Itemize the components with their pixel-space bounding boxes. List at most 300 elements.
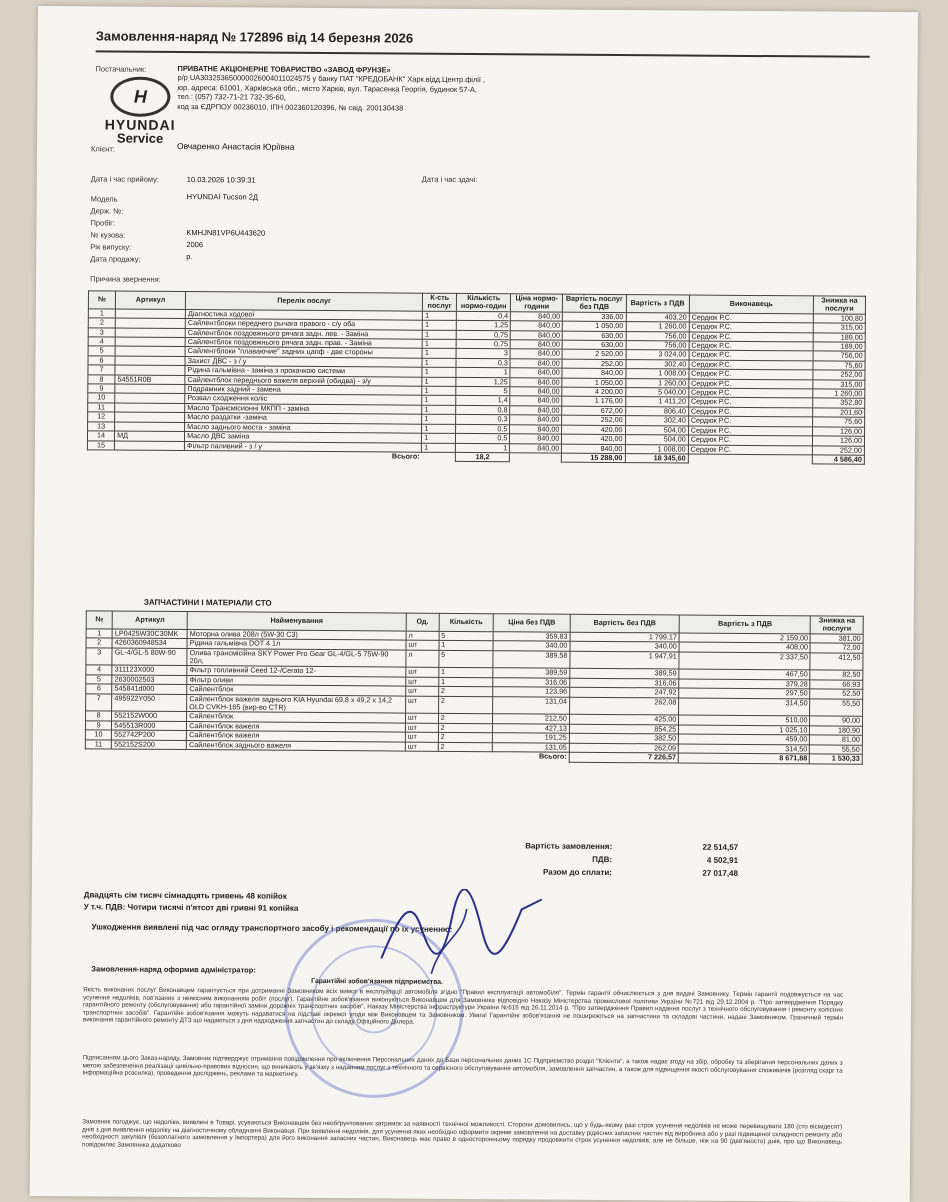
table-cell: 840,00 bbox=[510, 406, 562, 416]
table-cell: Сайлентблоки "плаваючие" задних цапф - две стороны bbox=[185, 347, 422, 358]
table-cell: Діагностика ходової bbox=[185, 309, 422, 320]
table-cell: 389,59 bbox=[570, 669, 679, 679]
received-label: Дата і час прийому: bbox=[90, 174, 160, 184]
table-cell: 840,00 bbox=[510, 415, 562, 425]
table-cell: 1 bbox=[86, 629, 112, 639]
vat-label: ПДВ: bbox=[592, 854, 613, 865]
table-cell: 4 bbox=[88, 337, 115, 347]
table-cell: 403,20 bbox=[626, 312, 689, 322]
table-cell: 840,00 bbox=[510, 396, 562, 406]
table-cell: 252,00 bbox=[562, 415, 625, 425]
vin-label: № кузова: bbox=[90, 230, 126, 240]
table-cell: 201,60 bbox=[813, 408, 865, 418]
table-cell: 126,00 bbox=[812, 436, 864, 446]
table-cell: 467,50 bbox=[679, 669, 810, 679]
hyundai-h-icon: H bbox=[110, 77, 170, 117]
supplier-block bbox=[177, 64, 737, 115]
table-cell: 545841d000 bbox=[112, 684, 187, 694]
table-cell: 510,00 bbox=[679, 715, 810, 725]
warranty-title: Гарантійні зобов'язання підприємства. bbox=[311, 977, 443, 986]
table-cell: 90,00 bbox=[810, 716, 863, 726]
table-cell: 297,50 bbox=[679, 688, 810, 698]
table-cell: 2 bbox=[86, 638, 112, 648]
hyundai-service-logo bbox=[95, 76, 185, 146]
table-cell bbox=[115, 337, 185, 347]
amount-in-words: Двадцять сім тисяч сімнадцять гривень 48 копійок bbox=[83, 890, 287, 901]
table-cell: 252,00 bbox=[562, 359, 625, 369]
supplier-line: код за ЄДРПОУ 00236010, ІПН 002360120396, № свід. 200130438 bbox=[177, 101, 404, 113]
table-cell bbox=[115, 394, 185, 404]
table-cell: МД bbox=[115, 431, 185, 441]
table-cell: 82,50 bbox=[810, 670, 863, 680]
table-cell: 55,50 bbox=[810, 699, 863, 717]
table-cell: Сердюк Р.С. bbox=[688, 435, 812, 445]
table-cell: 2 159,00 bbox=[679, 633, 810, 643]
table-cell: 340,00 bbox=[570, 641, 679, 651]
table-cell: 504,00 bbox=[625, 435, 688, 445]
col-header: Найменування bbox=[187, 612, 406, 631]
table-cell: Масло Трансмісионні МКПП - заміна bbox=[185, 403, 422, 414]
table-cell: шт bbox=[405, 696, 438, 714]
issued-label: Замовлення-наряд оформив адміністратор: bbox=[91, 964, 256, 975]
table-cell: 3 bbox=[86, 647, 112, 665]
total-net: 15 288,00 bbox=[562, 453, 625, 463]
col-header: Ціна нормо-години bbox=[511, 294, 563, 312]
col-header: Артикул bbox=[112, 611, 187, 629]
order-document bbox=[30, 6, 918, 1202]
table-cell: 8 bbox=[88, 375, 115, 385]
table-cell: Сердюк Р.С. bbox=[688, 407, 812, 417]
received-value: 10.03.2026 10:39:31 bbox=[186, 175, 256, 185]
table-cell: 672,00 bbox=[562, 406, 625, 416]
table-cell: 756,00 bbox=[813, 351, 865, 361]
table-cell: 72,00 bbox=[810, 643, 863, 653]
table-cell: GL-4/GL-5 80W-90 bbox=[112, 648, 187, 666]
table-cell: шт bbox=[406, 640, 439, 650]
table-cell: 52,50 bbox=[810, 689, 863, 699]
table-cell bbox=[115, 403, 185, 413]
table-cell: 131,05 bbox=[493, 742, 570, 752]
total-discount: 4 586,40 bbox=[812, 455, 864, 465]
table-cell: 5 bbox=[439, 631, 494, 641]
table-cell: 8 bbox=[86, 711, 112, 721]
table-cell: 0,3 bbox=[456, 415, 510, 425]
table-cell: 1 bbox=[422, 339, 456, 349]
table-cell: 1 bbox=[438, 677, 493, 687]
table-cell: 756,00 bbox=[626, 341, 689, 351]
col-header: Вартість з ПДВ bbox=[679, 615, 810, 634]
grand-total-label: Разом до сплати: bbox=[542, 867, 612, 878]
col-header: Вартість послуг без ПДВ bbox=[563, 294, 626, 312]
warranty-text: Якість виконаних послуг Виконавцем гарантується при дотриманні Замовником всіх вимог в експлуатації автомобіля згідно "Правил експлуатації автомобіля". Термін гарантії обчислюється з дня видачі Замовнику. Термін гарантії подовжується на час усунення недоліків, пов'язаних з неякісним виконанням робіт (послуг). Гарантійне зобов'язання виконуються Виконавцем для Замовника відповідно Наказу Міністерства промислової політики України №721 від 29.12.2004 р. "Про затвердження Порядку гарантійного ремонту (обслуговування) або гарантійної заміни дорожніх транспортних засобів", Наказу Міністерства інфраструктури України №615 від 26.11.2014 р. "Про затвердження Правил надання послуг з технічного обслуговування і ремонту колісних транспортних засобів". Гарантійні зобов'язання можуть надаватися на підставі окремої угоди між Виконавцем та Замовником. Увага! Гарантійні зобов'язання не поширюються на запчастини та складові частини, надані Замовником. Граничний термін виконання гарантійного ремонту ДТЗ що надаються з дня надходження запчастин до складу Офіційного Дилера. bbox=[82, 986, 844, 1027]
table-cell: Фільтр оливи bbox=[187, 675, 406, 686]
table-cell bbox=[115, 318, 185, 328]
table-cell: 840,00 bbox=[562, 368, 625, 378]
table-cell: 2 bbox=[438, 696, 493, 714]
table-cell bbox=[115, 412, 185, 422]
table-cell: шт bbox=[405, 714, 438, 724]
table-cell: 316,06 bbox=[493, 678, 570, 688]
table-cell: 3 bbox=[88, 327, 115, 337]
handwritten-signature bbox=[371, 888, 552, 979]
table-cell: 1 008,00 bbox=[625, 444, 688, 454]
table-cell: 75,60 bbox=[813, 417, 865, 427]
table-cell: 4 bbox=[86, 665, 112, 675]
model-value: HYUNDAI Tucson 2Д bbox=[186, 192, 259, 202]
table-cell: 552152S200 bbox=[112, 740, 187, 750]
consent-text: Підписанням цього Заказ-наряду, Замовник підтверджує отримання повідомлення про включення Персональних даних до Бази персональних даних 1С Підприємство розділ "Клієнти", а також надає згоду на збір, обробку та зберігання персональних даних з метою забезпечення реалізації цивільно-правових відносин, що виникають у зв'язку з наданням послуг з технічного та сервісного обслуговування автомобіля, замовлення запчастин, а також для підвищення якості обслуговування споживачів (розгляд скарг та інформаційна розсилка), проведення досліджень, реклами та маркетингу. bbox=[82, 1054, 843, 1079]
table-cell: Сердюк Р.С. bbox=[689, 379, 813, 389]
table-cell: 1 bbox=[456, 368, 510, 378]
table-cell: 427,13 bbox=[493, 724, 570, 734]
total-gross: 8 671,88 bbox=[678, 753, 809, 763]
table-cell: л bbox=[406, 650, 439, 668]
table-cell: 389,59 bbox=[493, 668, 570, 678]
table-cell: Сердюк Р.С. bbox=[689, 360, 813, 370]
table-cell: Сердюк Р.С. bbox=[688, 416, 812, 426]
table-cell bbox=[115, 346, 185, 356]
total-label: Всього: bbox=[538, 751, 567, 761]
table-cell: шт bbox=[406, 677, 439, 687]
table-cell: 302,40 bbox=[625, 359, 688, 369]
parts-table bbox=[85, 610, 864, 764]
table-cell: 2630002503 bbox=[112, 675, 187, 685]
table-cell: Масло ДВС заміна bbox=[185, 432, 422, 443]
table-cell: 2 bbox=[88, 318, 115, 328]
table-cell: 1 bbox=[422, 414, 456, 424]
col-header: Знижка на послуги bbox=[811, 616, 864, 634]
table-cell: 75,60 bbox=[813, 361, 865, 371]
year-label: Рік випуску: bbox=[90, 242, 132, 252]
table-cell: Сердюк Р.С. bbox=[689, 388, 813, 398]
table-cell: 55,50 bbox=[810, 745, 863, 755]
table-cell: 1 008,00 bbox=[625, 369, 688, 379]
table-cell: 840,00 bbox=[510, 368, 562, 378]
table-cell: 840,00 bbox=[511, 321, 563, 331]
year-value: 2006 bbox=[186, 240, 204, 250]
table-cell: 3 024,00 bbox=[626, 350, 689, 360]
table-cell bbox=[115, 309, 185, 319]
table-cell: Сайлентблок важеля заднього KIA Hyundai 69,8 x 49,2 x 14,2 OLD CVKH-165 (вир-во CTR) bbox=[187, 694, 406, 713]
sale-label: Дата продажу: bbox=[90, 254, 141, 264]
table-cell: 2 337,50 bbox=[679, 652, 810, 671]
table-cell: 2 bbox=[438, 714, 493, 724]
table-cell: Розвал сходження коліс bbox=[185, 394, 422, 405]
table-cell: 0,5 bbox=[456, 434, 510, 444]
table-cell: Фільтр паливний - з / у bbox=[185, 441, 422, 452]
handover-label: Дата і час здачі: bbox=[421, 174, 478, 185]
table-cell: Сайлентблок важеля bbox=[187, 731, 406, 742]
table-cell: 54551R0B bbox=[115, 375, 185, 385]
col-header: Кількість bbox=[439, 613, 494, 631]
table-cell: Сайлентблок bbox=[187, 712, 406, 723]
table-cell: л bbox=[406, 631, 439, 641]
table-cell: 1 bbox=[423, 311, 457, 321]
table-cell: 191,25 bbox=[493, 733, 570, 743]
table-cell: 123,96 bbox=[493, 687, 570, 697]
table-cell: Захист ДВС - з / у bbox=[185, 356, 422, 367]
table-cell: 1,4 bbox=[456, 396, 510, 406]
table-cell: 1 bbox=[423, 320, 457, 330]
table-cell: 340,00 bbox=[493, 641, 570, 651]
table-cell: Подрамник задний - замена bbox=[185, 385, 422, 396]
table-cell: 420,00 bbox=[562, 434, 625, 444]
table-cell: 10 bbox=[88, 393, 115, 403]
table-cell: Масло заднього моста - заміна bbox=[185, 422, 422, 433]
parts-section-title: ЗАПЧАСТИНИ І МАТЕРІАЛИ СТО bbox=[143, 597, 272, 608]
supplier-line: р/р UA303253650000026004011024575 у банку ПАТ "КРЕДОБАНК" Харк.відд.Центр.філії , bbox=[177, 73, 486, 85]
table-cell: 408,00 bbox=[679, 642, 810, 652]
table-cell: 630,00 bbox=[562, 340, 625, 350]
table-cell: 262,09 bbox=[569, 743, 678, 753]
col-header: Вартість без ПДВ bbox=[570, 614, 679, 633]
table-cell: 420,00 bbox=[562, 425, 625, 435]
table-cell: Моторна олива 208л (5W-30 C3) bbox=[187, 629, 406, 640]
table-cell: 459,00 bbox=[679, 734, 810, 744]
table-cell bbox=[115, 328, 185, 338]
table-cell: 1 799,17 bbox=[570, 632, 679, 642]
col-header: Артикул bbox=[115, 291, 185, 309]
col-header: Перелік послуг bbox=[185, 292, 422, 311]
table-cell: 336,00 bbox=[563, 312, 626, 322]
table-cell: 6 bbox=[88, 356, 115, 366]
table-cell: 311123X000 bbox=[112, 665, 187, 675]
table-cell: 1 bbox=[422, 377, 456, 387]
table-cell: 252,00 bbox=[813, 370, 865, 380]
table-cell: 840,00 bbox=[510, 434, 562, 444]
logo-sub: Service bbox=[116, 130, 164, 146]
table-cell: LP0425W30C30MK bbox=[112, 629, 187, 639]
table-cell bbox=[115, 384, 185, 394]
defects-label: Ушкодження виявлені під час огляду транспортного засобу і рекомендації по їх усуненню: bbox=[91, 922, 453, 934]
grand-total-value: 27 017,48 bbox=[702, 868, 738, 878]
table-cell: Сайлентблоки переднего рычага правого - с/у оба bbox=[185, 319, 422, 330]
table-cell: Рідина гальмівна - заміна з прокачкою системи bbox=[185, 366, 422, 377]
table-cell: 66,93 bbox=[810, 680, 863, 690]
table-cell: 302,40 bbox=[625, 416, 688, 426]
table-cell: 840,00 bbox=[510, 387, 562, 397]
table-cell: 1 bbox=[439, 641, 494, 651]
col-header: Од. bbox=[406, 613, 439, 631]
table-cell: шт bbox=[405, 742, 438, 752]
table-cell: Сайлентблок bbox=[187, 685, 406, 696]
table-cell: 315,00 bbox=[813, 380, 865, 390]
client-label: Клієнт: bbox=[90, 144, 115, 154]
table-cell: шт bbox=[406, 686, 439, 696]
sale-value: р. bbox=[186, 252, 193, 262]
table-cell: 840,00 bbox=[510, 359, 562, 369]
table-cell: 756,00 bbox=[626, 331, 689, 341]
table-cell: 352,80 bbox=[813, 398, 865, 408]
table-cell: 1,25 bbox=[456, 377, 510, 387]
table-cell: 252,00 bbox=[812, 445, 864, 455]
table-cell: Сайлентблок важеля bbox=[187, 721, 406, 732]
table-cell: 840,00 bbox=[510, 340, 562, 350]
table-cell: 552742P200 bbox=[112, 730, 187, 740]
table-cell: 2 bbox=[438, 742, 493, 752]
table-cell: 2 bbox=[438, 723, 493, 733]
table-cell: 840,00 bbox=[511, 312, 563, 322]
table-cell: 1 bbox=[438, 668, 493, 678]
table-cell: 504,00 bbox=[625, 425, 688, 435]
table-cell: 13 bbox=[88, 422, 115, 432]
vin-value: KMHJN81VP6U443620 bbox=[186, 228, 266, 238]
table-cell: 0,75 bbox=[456, 330, 510, 340]
table-cell: Фільтр топливний Ceed 12-/Cerato 12- bbox=[187, 666, 406, 677]
table-cell: 0,4 bbox=[456, 311, 510, 321]
table-cell: Сердюк Р.С. bbox=[689, 350, 813, 360]
table-cell: Масло раздатки -замiна bbox=[185, 413, 422, 424]
col-header: № bbox=[88, 291, 115, 309]
supplier-name: ПРИВАТНЕ АКЦІОНЕРНЕ ТОВАРИСТВО «ЗАВОД ФРУНЗЕ» bbox=[177, 63, 391, 75]
table-cell: 389,58 bbox=[493, 650, 570, 668]
table-cell: 5 bbox=[456, 386, 510, 396]
supplier-line: тел.: (057) 732-71-21 732-35-60, bbox=[177, 92, 286, 102]
table-cell: 314,50 bbox=[679, 744, 810, 754]
table-cell: 840,00 bbox=[510, 424, 562, 434]
table-cell: 1 260,00 bbox=[625, 378, 688, 388]
table-cell: 11 bbox=[88, 403, 115, 413]
col-header: К-сть послуг bbox=[423, 293, 457, 311]
table-cell: 247,92 bbox=[570, 687, 679, 697]
table-cell: 1,25 bbox=[456, 321, 510, 331]
table-cell: 1 260,00 bbox=[813, 389, 865, 399]
col-header: Виконавець bbox=[689, 295, 813, 314]
table-cell: 9 bbox=[88, 384, 115, 394]
table-cell: 2 bbox=[438, 733, 493, 743]
model-label: Модель bbox=[90, 194, 118, 204]
table-cell: 379,28 bbox=[679, 679, 810, 689]
table-cell: 1 bbox=[422, 443, 456, 453]
col-header: Вартість з ПДВ bbox=[626, 295, 689, 313]
table-cell: 0,3 bbox=[456, 358, 510, 368]
table-cell: 4 200,00 bbox=[562, 387, 625, 397]
table-cell: 382,50 bbox=[569, 734, 678, 744]
table-cell: 1 bbox=[422, 433, 456, 443]
services-table bbox=[87, 290, 866, 465]
table-cell: 316,06 bbox=[570, 678, 679, 688]
table-cell: 381,00 bbox=[811, 634, 864, 644]
table-cell: Сердюк Р.С. bbox=[689, 369, 813, 379]
table-cell: шт bbox=[406, 668, 439, 678]
table-cell: 2 520,00 bbox=[562, 350, 625, 360]
order-total-value: 22 514,57 bbox=[702, 842, 739, 852]
table-cell: 212,50 bbox=[493, 714, 570, 724]
table-cell: 854,25 bbox=[569, 724, 678, 734]
table-cell: 262,08 bbox=[569, 697, 678, 716]
table-cell: 840,00 bbox=[562, 444, 625, 454]
table-cell: 189,00 bbox=[813, 342, 865, 352]
table-cell: 840,00 bbox=[510, 377, 562, 387]
table-cell: 2 bbox=[438, 687, 493, 697]
table-cell: 1 bbox=[422, 330, 456, 340]
table-cell: 126,00 bbox=[812, 427, 864, 437]
table-cell: 15 bbox=[87, 440, 114, 450]
table-cell: 1 bbox=[422, 358, 456, 368]
total-discount: 1 530,33 bbox=[810, 754, 863, 764]
table-cell: 3 bbox=[456, 349, 510, 359]
col-header: № bbox=[86, 611, 112, 629]
table-cell: 314,50 bbox=[679, 698, 810, 717]
table-cell: 1 bbox=[88, 309, 115, 319]
document-title: Замовлення-наряд № 172896 від 14 березня 2026 bbox=[95, 28, 414, 46]
total-gross: 18 345,60 bbox=[625, 454, 688, 464]
title-divider bbox=[96, 50, 870, 57]
table-cell: 630,00 bbox=[562, 331, 625, 341]
table-cell: 0,75 bbox=[456, 339, 510, 349]
table-cell: Сердюк Р.С. bbox=[688, 445, 812, 455]
table-cell: 5 bbox=[439, 650, 494, 668]
table-cell: 180,90 bbox=[810, 726, 863, 736]
table-cell: 1 050,00 bbox=[563, 321, 626, 331]
table-cell: 1 bbox=[456, 443, 510, 453]
table-cell: 1 260,00 bbox=[626, 322, 689, 332]
table-cell: 5 040,00 bbox=[625, 388, 688, 398]
table-cell: 14 bbox=[87, 431, 114, 441]
table-cell: Рідина гальмівна DOT 4 1л bbox=[187, 639, 406, 650]
table-cell: 1 bbox=[422, 367, 456, 377]
col-header: Ціна без ПДВ bbox=[493, 614, 570, 632]
table-cell: 495922Y050 bbox=[112, 694, 187, 712]
plate-label: Держ. №: bbox=[90, 206, 124, 216]
table-cell: 7 bbox=[86, 694, 112, 712]
table-cell: 131,04 bbox=[493, 696, 570, 714]
col-header: Кількість нормо-годин bbox=[457, 293, 511, 311]
table-cell: 10 bbox=[85, 730, 111, 740]
table-cell: 12 bbox=[88, 412, 115, 422]
col-header: Знижка на послуги bbox=[813, 296, 865, 314]
table-cell: 1 bbox=[422, 396, 456, 406]
table-cell: Сердюк Р.С. bbox=[689, 322, 813, 332]
table-cell: 6 bbox=[86, 684, 112, 694]
table-cell: Сайлентблок переднього важеля верхній (обидва) - з/у bbox=[185, 375, 422, 386]
table-cell: 545513R000 bbox=[112, 721, 187, 731]
client-value: Овчаренко Анастасія Юріївна bbox=[176, 140, 295, 152]
table-cell: Сердюк Р.С. bbox=[688, 426, 812, 436]
reason-label: Причина звернення: bbox=[90, 274, 161, 284]
total-label: Всього: bbox=[391, 451, 420, 461]
table-cell: 81,00 bbox=[810, 735, 863, 745]
table-cell: 840,00 bbox=[510, 443, 562, 453]
table-cell: Сайлентблок заднього важеля bbox=[186, 740, 405, 751]
table-cell: Сердюк Р.С. bbox=[689, 341, 813, 351]
table-cell: 1 025,10 bbox=[679, 725, 810, 735]
mileage-label: Пробіг: bbox=[90, 218, 116, 228]
table-cell: 840,00 bbox=[511, 330, 563, 340]
table-cell: 806,40 bbox=[625, 406, 688, 416]
table-cell: 5 bbox=[86, 675, 112, 685]
total-hours: 18,2 bbox=[455, 452, 509, 462]
table-cell: шт bbox=[405, 732, 438, 742]
supplier-label: Постачальник: bbox=[95, 64, 147, 74]
table-cell: Олива трансмісійна SKY Power Pro Gear GL-4/GL-5 75W-90 20л, bbox=[187, 648, 406, 667]
table-cell: 412,50 bbox=[810, 653, 863, 671]
table-cell: 1 bbox=[422, 386, 456, 396]
table-cell: 189,00 bbox=[813, 333, 865, 343]
total-net: 7 226,57 bbox=[569, 752, 678, 762]
table-cell: Сердюк Р.С. bbox=[688, 398, 812, 408]
table-cell: 1 bbox=[422, 349, 456, 359]
table-cell: 359,83 bbox=[493, 632, 570, 642]
table-cell bbox=[114, 441, 184, 451]
table-cell: 1 bbox=[422, 405, 456, 415]
table-cell: 7 bbox=[88, 365, 115, 375]
table-cell: Сайлентблок поздовжнього рячага задн. лев. - Заміна bbox=[185, 328, 422, 339]
table-cell: 425,00 bbox=[569, 715, 678, 725]
table-cell: Сердюк Р.С. bbox=[689, 313, 813, 323]
table-cell: 4260360948534 bbox=[112, 638, 187, 648]
table-cell: 1 050,00 bbox=[562, 378, 625, 388]
